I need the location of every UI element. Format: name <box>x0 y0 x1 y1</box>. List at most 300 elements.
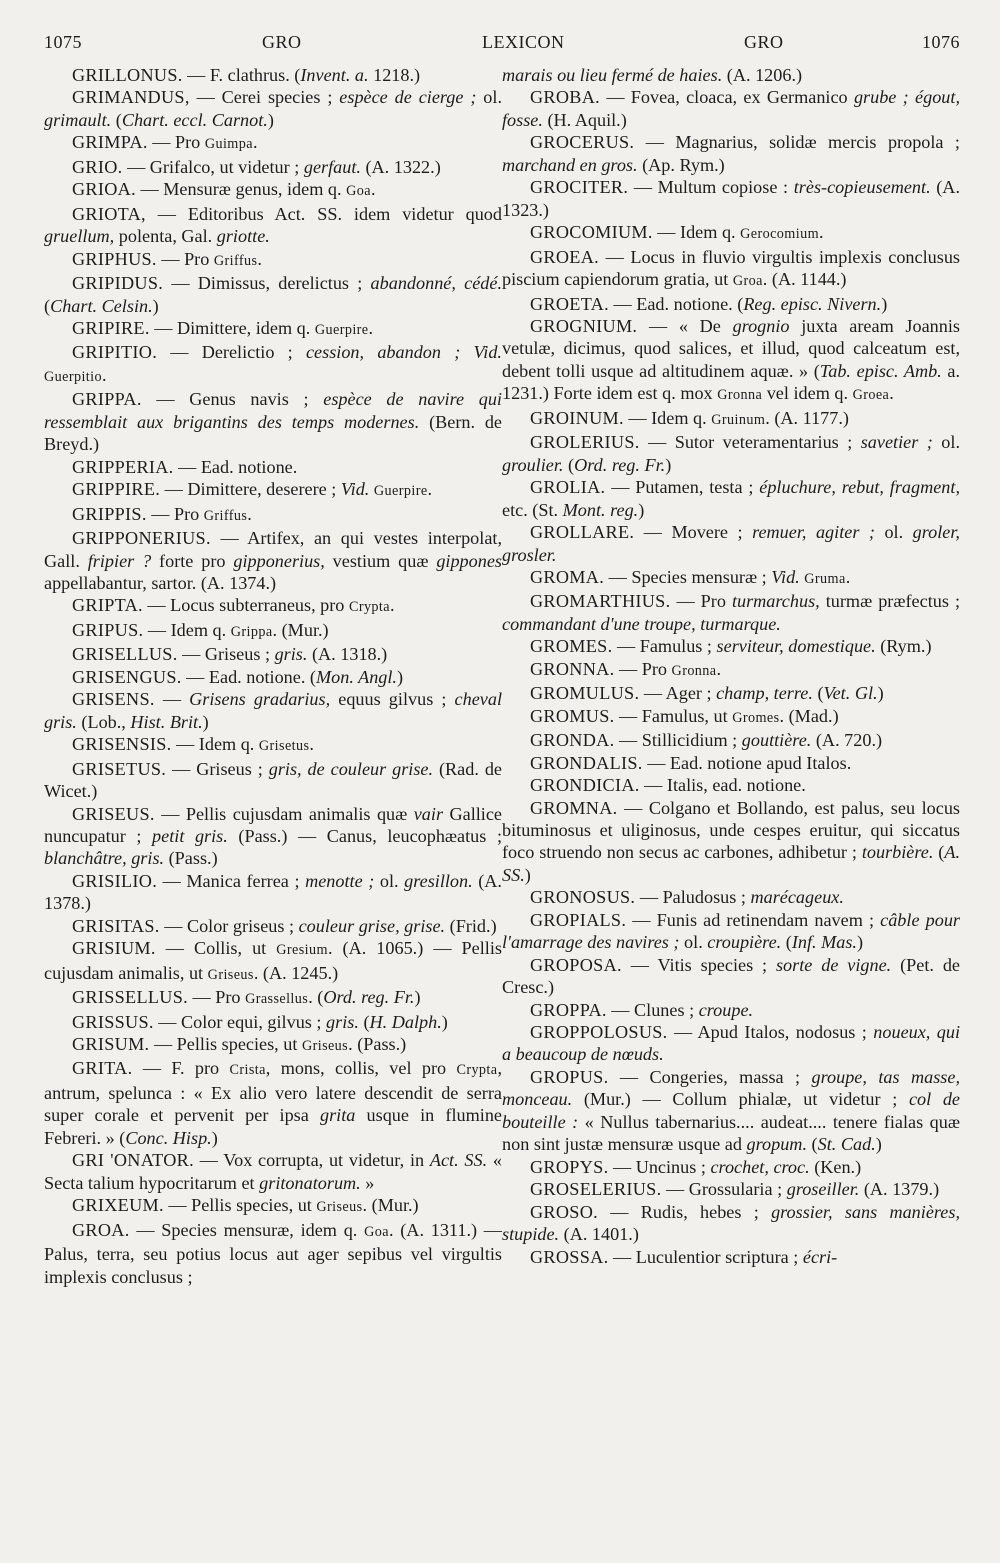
entry-headword: GRITA. <box>72 1058 133 1079</box>
entry-text: — Fovea, cloaca, ex Germanico <box>600 87 854 108</box>
entry-text: — Manica ferrea ; <box>157 870 306 891</box>
entry-text: — Sutor veteramentarius ; <box>639 432 861 453</box>
entry-italic-text: H. Dalph. <box>369 1011 442 1032</box>
entry-italic-text: couleur grise, grise. <box>298 915 446 936</box>
entry-italic-text: abandonné, cédé. <box>370 273 502 294</box>
entry-italic-text: espèce de navire qui ressemblait aux brigantins des temps modernes. <box>44 389 502 432</box>
entry-headword: GROCERUS. <box>530 132 635 153</box>
entry-italic-text: Invent. a. <box>300 65 369 85</box>
entry-headword: GRISEUS. <box>72 803 155 824</box>
entry-text: ) <box>856 932 864 953</box>
entry-italic-text: grita <box>320 1105 356 1126</box>
entry-text: — Idem q. <box>171 734 259 755</box>
entry-headword: GROLLARE. <box>530 522 635 543</box>
dictionary-entry <box>44 937 502 986</box>
entry-text: — Idem q. <box>623 407 712 428</box>
entry-headword: GRIPITIO. <box>72 342 158 363</box>
entry-cross-reference: Guimpa <box>204 136 253 153</box>
entry-text: . <box>252 132 258 153</box>
dictionary-entry <box>502 999 960 1021</box>
dictionary-entry <box>502 246 960 293</box>
entry-headword: GROPOSA. <box>530 954 622 975</box>
dictionary-entry <box>44 1219 502 1288</box>
entry-italic-text: vair <box>413 803 444 824</box>
entry-cross-reference: Griffus <box>203 507 248 524</box>
entry-italic-text: blanchâtre, gris. <box>44 848 165 869</box>
entry-headword: GRISENSIS. <box>72 734 172 755</box>
entry-text: ) <box>441 1011 448 1032</box>
entry-italic-text: gris, de couleur grise. <box>268 758 434 779</box>
entry-text: . (A. 1311.) — Palus, terra, seu potius locus aut ager sepibus vel virgultis implexis conclusus ; <box>44 1219 502 1287</box>
entry-text: — Uncinus ; <box>608 1156 711 1177</box>
entry-italic-text: Chart. eccl. Carnot. <box>121 109 268 130</box>
entry-italic-text: grognio <box>732 315 790 336</box>
entry-text: (Pet. de Cresc.) <box>502 954 960 998</box>
entry-italic-text: gerfaut. <box>303 156 361 177</box>
entry-headword: GROMULUS. <box>530 683 640 704</box>
entry-cross-reference: Griseus <box>316 1199 363 1216</box>
entry-italic-text: crochet, croc. <box>710 1156 810 1177</box>
entry-headword: GRISENS. <box>72 689 155 710</box>
entry-cross-reference: Crypta <box>348 599 390 616</box>
dictionary-entry <box>502 221 960 245</box>
dictionary-entry <box>502 909 960 954</box>
entry-headword: GROETA. <box>530 293 609 314</box>
entry-cross-reference: Griseus <box>207 966 254 983</box>
entry-headword: GROSELERIUS. <box>530 1179 662 1200</box>
entry-italic-text: marais ou lieu fermé de haies. <box>502 65 723 85</box>
entry-text: , antrum, spelunca : « Ex alio vero latere descendit de serra super corale et pervenit per ipsa <box>44 1058 503 1126</box>
entry-text: — Mensuræ genus, idem q. <box>135 179 347 200</box>
entry-text: vel idem q. <box>762 383 853 404</box>
entry-text: — Putamen, testa ; <box>605 477 760 498</box>
entry-text: 1218.) <box>368 65 421 85</box>
entry-text: (Frid.) <box>445 915 497 936</box>
entry-italic-text: tourbière. <box>861 842 934 863</box>
dictionary-entry <box>44 1149 502 1194</box>
entry-italic-text: menotte ; <box>305 870 375 891</box>
entry-headword: GROCOMIUM. <box>530 222 653 243</box>
entry-text: usque in flumine Febreri. » ( <box>44 1105 502 1148</box>
entry-headword: GROPYS. <box>530 1156 609 1177</box>
entry-cross-reference: Groea <box>852 387 890 404</box>
entry-text: . (Mur.) <box>362 1195 419 1216</box>
entry-text: — Ead. notione. ( <box>181 666 316 687</box>
entry-text: — Pro <box>156 248 214 269</box>
entry-text: ( <box>807 1134 818 1155</box>
entry-text: — Luculentior scriptura ; <box>608 1246 803 1267</box>
entry-text: Gallice nuncupatur ; <box>44 803 502 846</box>
entry-headword: GROMUS. <box>530 705 615 726</box>
entry-text: . (A. 1144.) <box>762 269 847 290</box>
dictionary-entry <box>44 131 502 155</box>
entry-text: — Vox corrupta, ut videtur, in <box>193 1150 430 1171</box>
left-column <box>44 64 502 1288</box>
entry-cross-reference: Goa <box>346 183 371 200</box>
entry-italic-text: gris. <box>274 644 308 665</box>
dictionary-entry <box>44 478 502 502</box>
entry-text: etc. (St. <box>502 499 563 520</box>
entry-text: . (Pass.) <box>348 1034 407 1055</box>
entry-cross-reference: Griseus <box>301 1038 349 1055</box>
entry-text: ( <box>781 932 792 953</box>
entry-headword: GRI 'ONATOR. <box>72 1150 194 1171</box>
entry-text: ol. <box>874 522 913 543</box>
entry-text: — Locus subterraneus, pro <box>142 595 349 616</box>
entry-text: (A. 1206.) <box>722 65 803 85</box>
entry-text: ) <box>877 683 884 704</box>
entry-italic-text: grube ; <box>853 87 909 108</box>
entry-italic-text: croupe. <box>698 999 754 1020</box>
dictionary-entry <box>502 315 960 407</box>
dictionary-entry <box>44 758 502 803</box>
entry-text: — Pellis species, ut <box>163 1195 317 1216</box>
entry-text: . <box>889 383 894 404</box>
entry-text: forte pro <box>151 550 234 571</box>
entry-text: (Pass.) — Canus, leucophæatus ; <box>227 825 502 846</box>
entry-text: (Rym.) <box>875 636 932 657</box>
entry-italic-text: grossier, sans manières, stupide. <box>502 1201 960 1245</box>
entry-text: — Derelictio ; <box>157 342 306 363</box>
entry-cross-reference: Gresium <box>276 942 328 959</box>
entry-text: (A. 720.) <box>811 730 883 751</box>
entry-italic-text: Hist. Brit. <box>130 711 203 732</box>
right-page-number: 1076 <box>922 32 960 52</box>
dictionary-entry <box>502 293 960 315</box>
entry-text: . <box>309 734 314 755</box>
entry-text: ) <box>881 293 888 314</box>
entry-text: ) <box>638 499 645 520</box>
entry-headword: GROMA. <box>530 566 605 587</box>
entry-text: — Grifalco, ut videtur ; <box>122 156 304 177</box>
entry-cross-reference: Griffus <box>213 252 258 269</box>
dictionary-entry <box>44 666 502 688</box>
entry-headword: GROLIA. <box>530 477 606 498</box>
entry-text: — Dimittere, deserere ; <box>160 479 341 500</box>
entry-headword: GRISELLUS. <box>72 644 178 665</box>
entry-cross-reference: Gronna <box>671 662 717 679</box>
entry-headword: GROPIALS. <box>530 909 627 930</box>
entry-text: . <box>819 222 824 243</box>
entry-headword: GRIPUS. <box>72 619 144 640</box>
entry-text: ol. <box>374 870 405 891</box>
entry-headword: GRISUM. <box>72 1034 150 1055</box>
dictionary-entry <box>502 176 960 221</box>
entry-text: — Rudis, hebes ; <box>598 1201 772 1222</box>
entry-italic-text: gritonatorum. <box>259 1172 361 1193</box>
dictionary-entry <box>44 803 502 870</box>
entry-text: — Ager ; <box>639 683 717 704</box>
entry-text: ) <box>414 987 421 1008</box>
entry-italic-text: champ, terre. <box>716 683 813 704</box>
entry-italic-text: gipponerius, <box>233 550 325 571</box>
entry-text: vestium quæ <box>324 550 437 571</box>
entry-text: . <box>845 566 851 587</box>
entry-text: — Dimissus, derelictus ; <box>163 273 371 294</box>
entry-cross-reference: Goa <box>364 1223 389 1240</box>
entry-text: . <box>368 317 374 338</box>
entry-text: . (A. 1065.) — Pellis cujusdam animalis, ut <box>44 938 502 983</box>
entry-headword: GRONDICIA. <box>530 775 640 796</box>
entry-text: (A. 1378.) <box>44 870 502 914</box>
entry-text: — « De <box>637 315 733 336</box>
entry-headword: GROINUM. <box>530 407 624 428</box>
entry-text: — Clunes ; <box>606 999 699 1020</box>
entry-headword: GRIPPIRE. <box>72 479 161 500</box>
entry-italic-text: remuer, agiter ; <box>752 522 875 543</box>
dictionary-entry <box>502 752 960 774</box>
dictionary-entry <box>44 156 502 178</box>
entry-italic-text: groseiller. <box>786 1179 860 1200</box>
entry-text: — Griseus ; <box>166 758 269 779</box>
entry-italic-text: gouttière. <box>741 730 812 751</box>
entry-italic-text: groler, grosler. <box>502 522 960 565</box>
dictionary-entry <box>502 635 960 657</box>
entry-italic-text: serviteur, domestique. <box>716 636 876 657</box>
entry-italic-text: espèce de cierge ; <box>339 87 477 108</box>
dictionary-entry <box>44 643 502 665</box>
entry-text: (Mur.) — Collum phialæ, ut videtur ; <box>572 1089 909 1110</box>
entry-cross-reference: Gerocomium <box>740 226 819 243</box>
entry-text: — Stillicidium ; <box>614 730 742 751</box>
entry-headword: GRIXEUM. <box>72 1195 164 1216</box>
entry-text: . <box>427 479 433 500</box>
entry-cross-reference: Gruma <box>804 570 846 587</box>
dictionary-entry <box>502 1178 960 1200</box>
entry-text <box>460 342 473 362</box>
entry-text: — Pro <box>146 503 204 524</box>
entry-headword: GRONOSUS. <box>530 887 636 908</box>
entry-italic-text: groupe, tas masse, monceau. <box>502 1066 961 1110</box>
entry-text: — Famulus ; <box>612 636 717 657</box>
entry-italic-text: Ord. reg. Fr. <box>574 454 666 475</box>
dictionary-entry <box>44 870 502 915</box>
dictionary-entry <box>502 407 960 431</box>
dictionary-entry <box>44 388 502 455</box>
entry-italic-text: croupière. <box>707 932 782 953</box>
entry-text: (A. 1318.) <box>307 644 388 665</box>
entry-text: — <box>154 689 190 710</box>
entry-text: — Colgano et Bollando, est palus, seu locus bituminosus et uliginosus, unde cespes eruitur, qui siccatus foco struendo non secus ac carbones, adhibetur ; <box>502 797 960 863</box>
entry-text: juxta aream Joannis vetulæ, dicimus, quod salices, et illud, quod calceatum est, debent tolli usque ad altitudinem aquæ. » ( <box>502 315 960 381</box>
entry-headword: GROGNIUM. <box>530 315 638 336</box>
entry-headword: GROLERIUS. <box>530 432 640 453</box>
dictionary-entry <box>502 774 960 796</box>
entry-text: (A. 1323.) <box>502 177 960 220</box>
dictionary-entry <box>502 658 960 682</box>
entry-text: (H. Aquil.) <box>542 109 627 130</box>
entry-text: . (Mad.) <box>779 705 839 726</box>
entry-text: ( <box>812 683 824 704</box>
entry-italic-text: câble pour l'amarrage des navires ; <box>502 909 960 953</box>
entry-text: — Movere ; <box>634 522 753 543</box>
entry-italic-text: Reg. episc. Nivern. <box>743 293 882 314</box>
entry-cross-reference: Crypta <box>456 1062 498 1079</box>
entry-italic-text: Mon. Angl. <box>315 666 397 687</box>
entry-headword: GROSO. <box>530 1201 598 1222</box>
entry-text: . (Mur.) <box>272 619 329 640</box>
entry-cross-reference: Guerpire <box>373 483 428 500</box>
entry-text: — Pellis species, ut <box>149 1034 302 1055</box>
entry-text: ) <box>152 295 159 316</box>
dictionary-entry <box>44 503 502 527</box>
entry-italic-text: Vid. <box>771 566 800 587</box>
entry-italic-text: écri- <box>802 1246 838 1267</box>
entry-text: ol. <box>476 87 503 108</box>
entry-headword: GRISETUS. <box>72 758 167 779</box>
entry-text: — Famulus, ut <box>614 705 733 726</box>
dictionary-entry <box>44 456 502 478</box>
entry-italic-text: Chart. Celsin. <box>50 295 153 316</box>
entry-text: (Bern. de Breyd.) <box>44 411 503 455</box>
entry-cross-reference: Guerpitio <box>44 368 102 385</box>
entry-text: — F. pro <box>132 1058 230 1079</box>
entry-text: — Apud Italos, nodosus ; <box>667 1022 874 1043</box>
entry-italic-text: marécageux. <box>750 887 844 908</box>
entry-italic-text: cession, abandon ; <box>305 342 461 363</box>
entry-text: ) <box>524 864 531 885</box>
entry-headword: GROA. <box>72 1219 130 1240</box>
entry-text: — Collis, ut <box>155 938 277 959</box>
dictionary-entry <box>44 86 502 131</box>
entry-headword: GROPUS. <box>530 1066 609 1087</box>
entry-text: ( <box>563 454 575 475</box>
entry-text: — F. clathrus. ( <box>182 65 301 85</box>
entry-text: (A. 1401.) <box>559 1224 639 1245</box>
entry-text: « Nullus tabernarius.... audeat.... tenere fialas quæ non sint justæ mensuræ usque ad <box>502 1111 960 1155</box>
entry-italic-text: marchand en gros. <box>502 154 638 175</box>
entry-headword: GRIMANDUS, <box>72 87 190 108</box>
entry-text: — Magnarius, solidæ mercis propola ; <box>634 132 960 153</box>
dictionary-entry <box>44 1194 502 1218</box>
entry-text: . <box>257 248 262 269</box>
dictionary-entry <box>502 1021 960 1066</box>
entry-headword: GRISILIO. <box>72 870 158 891</box>
entry-text: (Pass.) <box>164 848 218 869</box>
entry-text: — Dimittere, idem q. <box>149 317 315 338</box>
entry-text: a. 1231.) Forte idem est q. mox <box>502 360 960 404</box>
entry-text: — Pro <box>670 591 732 612</box>
dictionary-entry <box>502 431 960 476</box>
entry-text: — Color griseus ; <box>159 915 299 936</box>
entry-italic-text: noueux, qui a beaucoup de nœuds. <box>502 1022 961 1065</box>
entry-text: . ( <box>308 987 324 1008</box>
entry-italic-text: gruellum, <box>44 226 115 247</box>
entry-text: ( <box>358 1011 370 1032</box>
entry-text: equus gilvus ; <box>330 689 455 710</box>
entry-text: (A. 1322.) <box>360 156 441 177</box>
entry-text: — Pellis cujusdam animalis quæ <box>154 803 414 824</box>
dictionary-entry <box>44 594 502 618</box>
entry-text: — Species mensuræ ; <box>604 566 772 587</box>
entry-text: ) <box>665 454 672 475</box>
entry-cross-reference: Grisetus <box>258 738 310 755</box>
entry-text: (Ap. Rym.) <box>637 154 725 175</box>
entry-cross-reference: Crista <box>229 1062 266 1079</box>
dictionary-entry <box>44 178 502 202</box>
left-page-number: 1075 <box>44 32 82 52</box>
text-columns <box>44 64 960 1288</box>
entry-text: ) <box>202 711 209 732</box>
entry-italic-text: turmarchus, <box>731 591 820 612</box>
entry-headword: GRIPPONERIUS. <box>72 528 211 549</box>
dictionary-entry <box>44 733 502 757</box>
entry-headword: GRIO. <box>72 156 123 177</box>
entry-italic-text: égout, fosse. <box>502 87 960 130</box>
dictionary-entry <box>502 886 960 908</box>
entry-text: ) <box>267 109 274 130</box>
entry-headword: GRIOA. <box>72 179 136 200</box>
entry-text: . (A. 1245.) <box>253 962 339 983</box>
entry-italic-text: A. SS. <box>502 842 960 885</box>
entry-italic-text: gropum. <box>746 1134 807 1155</box>
entry-text: (Lob., <box>76 711 131 732</box>
entry-text: — Ead. notione. <box>173 456 298 477</box>
entry-text: (A. 1379.) <box>859 1179 940 1200</box>
dictionary-entry <box>44 272 502 317</box>
entry-italic-text: Conc. Hisp. <box>125 1127 212 1148</box>
entry-text: . <box>716 658 722 679</box>
entry-text: ) <box>396 666 404 687</box>
lexicon-title: LEXICON <box>482 32 565 52</box>
entry-headword: GROSSA. <box>530 1246 609 1267</box>
dictionary-entry <box>44 248 502 272</box>
entry-text: ) <box>211 1127 218 1148</box>
entry-cross-reference: Guerpire <box>314 321 369 338</box>
dictionary-entry <box>502 1246 960 1268</box>
entry-headword: GRIPPA. <box>72 389 142 410</box>
entry-text: — Genus navis ; <box>141 389 324 410</box>
entry-text: ( <box>44 295 51 316</box>
entry-text: — Grossularia ; <box>661 1179 787 1200</box>
entry-italic-text: gippones <box>436 550 502 571</box>
dictionary-entry <box>44 986 502 1010</box>
dictionary-entry <box>502 705 960 729</box>
entry-text: . <box>370 179 376 200</box>
entry-text: . <box>247 503 252 524</box>
entry-italic-text: gris. <box>326 1011 359 1032</box>
entry-cross-reference: Gromes <box>732 709 780 726</box>
entry-text: . <box>101 364 107 385</box>
entry-text: — Ead. notione apud Italos. <box>642 752 852 773</box>
entry-text: , mons, collis, vel pro <box>265 1058 457 1079</box>
dictionary-entry <box>502 797 960 887</box>
entry-text: — Multum copiose : <box>628 177 794 198</box>
entry-headword: GROPPA. <box>530 999 607 1020</box>
entry-headword: GRISITAS. <box>72 915 160 936</box>
entry-text: — Funis ad retinendam navem ; <box>626 909 881 930</box>
entry-text: — Pro <box>614 658 672 679</box>
entry-text: — Ead. notione. ( <box>608 293 744 314</box>
entry-headword: GRILLONUS. <box>72 65 183 85</box>
entry-headword: GROMARTHIUS. <box>530 591 671 612</box>
entry-text: . (A. 1177.) <box>765 407 849 428</box>
entry-headword: GROBA. <box>530 87 601 108</box>
entry-headword: GRIOTA, <box>72 203 146 224</box>
entry-italic-text: Tab. episc. Amb. <box>819 360 942 381</box>
entry-text: appellabantur, sartor. (A. 1374.) <box>44 572 277 593</box>
dictionary-entry <box>502 86 960 131</box>
dictionary-entry <box>44 341 502 388</box>
entry-text: — Editoribus Act. SS. idem videtur quod <box>145 203 502 224</box>
entry-italic-text: savetier ; <box>860 432 933 453</box>
entry-headword: GRIPHUS. <box>72 248 157 269</box>
entry-headword: GRONNA. <box>530 658 615 679</box>
dictionary-entry <box>502 590 960 635</box>
dictionary-entry <box>44 1033 502 1057</box>
entry-text: — Pro <box>187 987 246 1008</box>
entry-italic-text: Act. SS. <box>429 1150 488 1171</box>
